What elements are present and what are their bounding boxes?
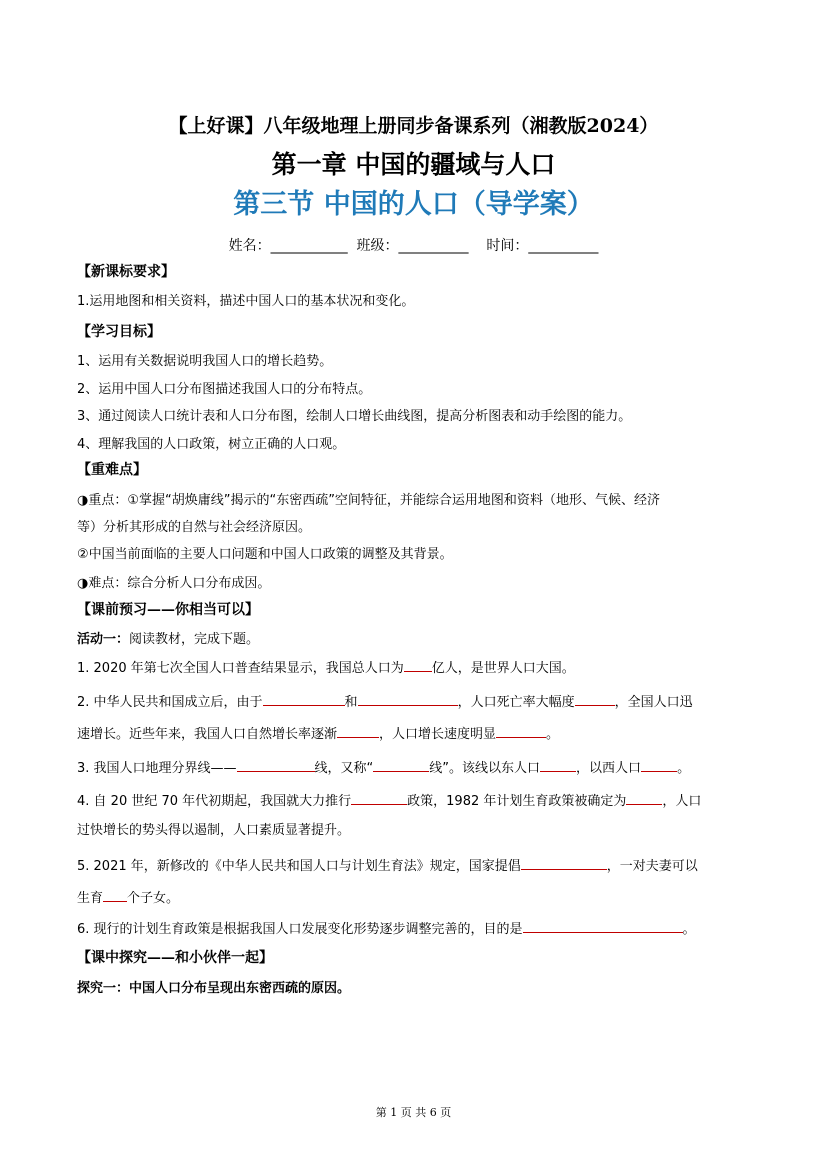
q3-text: 线，又称“ (314, 761, 374, 776)
q3-text: ，以西人口 (576, 761, 642, 776)
question-6 (77, 918, 696, 940)
objective-item: 1、运用有关数据说明我国人口的增长趋势。 (77, 354, 333, 369)
inquiry-heading: 【课中探究——和小伙伴一起】 (77, 950, 273, 966)
q3-text: 。 (677, 761, 691, 776)
question-3 (77, 757, 690, 779)
q5-text: ，一对夫妻可以 (606, 859, 698, 874)
q2-text: 速增长。近些年来，我国人口自然增长率逐渐 (77, 727, 338, 742)
preview-heading: 【课前预习——你相当可以】 (77, 602, 259, 618)
q6-text: 。 (682, 922, 696, 937)
class-label: 班级： (356, 238, 399, 254)
question-2 (77, 691, 693, 713)
objectives-heading: 【学习目标】 (77, 324, 161, 340)
q5-text: 个子女。 (127, 891, 180, 906)
q6-blank[interactable] (523, 918, 683, 933)
time-blank[interactable]: __________ (528, 238, 599, 254)
question-4 (77, 790, 701, 812)
difficulty-line: ◑难点：综合分析人口分布成因。 (77, 576, 271, 591)
page-number: 第 1 页 共 6 页 (375, 1106, 452, 1119)
inquiry-label: 探究一： (77, 981, 130, 996)
time-label: 时间： (486, 238, 529, 254)
series-title: 【上好课】八年级地理上册同步备课系列（湘教版2024） (168, 115, 659, 137)
question-5 (77, 855, 698, 877)
q4-text: ，人口 (662, 794, 702, 809)
q3-blank-1[interactable] (237, 757, 315, 772)
activity-line (77, 630, 259, 650)
q2-blank-2[interactable] (358, 691, 458, 706)
section-title: 第三节 中国的人口（导学案） (233, 189, 594, 220)
activity-label: 活动一： (77, 632, 130, 647)
chapter-title: 第一章 中国的疆域与人口 (271, 150, 556, 179)
q2-text: ，人口增长速度明显 (379, 727, 497, 742)
question-5-cont (77, 887, 179, 909)
q2-text: 。 (546, 727, 560, 742)
q3-text: 3. 我国人口地理分界线—— (77, 761, 237, 776)
student-info-line (0, 236, 827, 256)
standards-item: 1.运用地图和相关资料，描述中国人口的基本状况和变化。 (77, 294, 415, 309)
q3-blank-3[interactable] (540, 757, 576, 772)
q3-blank-2[interactable] (373, 757, 429, 772)
q5-blank-1[interactable] (521, 855, 607, 870)
q2-text: 和 (344, 695, 358, 710)
q5-blank-2[interactable] (103, 887, 127, 902)
q3-blank-4[interactable] (641, 757, 677, 772)
q4-blank-1[interactable] (351, 790, 407, 805)
q4-text: 4. 自 20 世纪 70 年代初期起，我国就大力推行 (77, 794, 352, 809)
q2-text: ，全国人口迅 (614, 695, 693, 710)
question-4-cont: 过快增长的势头得以遏制，人口素质显著提升。 (77, 823, 351, 838)
q6-text: 6. 现行的计划生育政策是根据我国人口发展变化形势逐步调整完善的，目的是 (77, 922, 523, 937)
q1-text: 1. 2020 年第七次全国人口普查结果显示，我国总人口为 (77, 661, 404, 676)
q2-text: ，人口死亡率大幅度 (457, 695, 575, 710)
q5-text: 5. 2021 年，新修改的《中华人民共和国人口与计划生育法》规定，国家提倡 (77, 859, 521, 874)
standards-heading: 【新课标要求】 (77, 264, 175, 280)
inquiry-line (77, 979, 350, 999)
q2-blank-3[interactable] (575, 691, 615, 706)
q2-blank-1[interactable] (263, 691, 345, 706)
key-points-heading: 【重难点】 (77, 462, 147, 478)
name-label: 姓名： (228, 238, 271, 254)
q3-text: 线”。该线以东人口 (429, 761, 541, 776)
q2-blank-4[interactable] (337, 723, 379, 738)
q4-blank-2[interactable] (626, 790, 662, 805)
objective-item: 3、通过阅读人口统计表和人口分布图，绘制人口增长曲线图，提高分析图表和动手绘图的能力。 (77, 409, 632, 424)
class-blank[interactable]: __________ (398, 238, 469, 254)
q1-text-end: 亿人，是世界人口大国。 (431, 661, 575, 676)
focus-line: 等）分析其形成的自然与社会经济原因。 (77, 520, 312, 535)
question-2-cont (77, 723, 559, 745)
focus-line: ◑重点：①掌握“胡焕庸线”揭示的“东密西疏”空间特征，并能综合运用地图和资料（地形、气候、经济 (77, 493, 660, 508)
objective-item: 4、理解我国的人口政策，树立正确的人口观。 (77, 437, 346, 452)
q2-blank-5[interactable] (496, 723, 546, 738)
name-blank[interactable]: ___________ (270, 238, 348, 254)
inquiry-text: 中国人口分布呈现出东密西疏的原因。 (129, 981, 351, 996)
question-1 (77, 657, 575, 679)
focus-line: ②中国当前面临的主要人口问题和中国人口政策的调整及其背景。 (77, 547, 453, 562)
q2-text: 2. 中华人民共和国成立后，由于 (77, 695, 263, 710)
objective-item: 2、运用中国人口分布图描述我国人口的分布特点。 (77, 382, 372, 397)
q5-text: 生育 (77, 891, 104, 906)
q4-text: 政策，1982 年计划生育政策被确定为 (407, 794, 627, 809)
q1-blank[interactable] (404, 657, 432, 672)
activity-text: 阅读教材，完成下题。 (129, 632, 260, 647)
